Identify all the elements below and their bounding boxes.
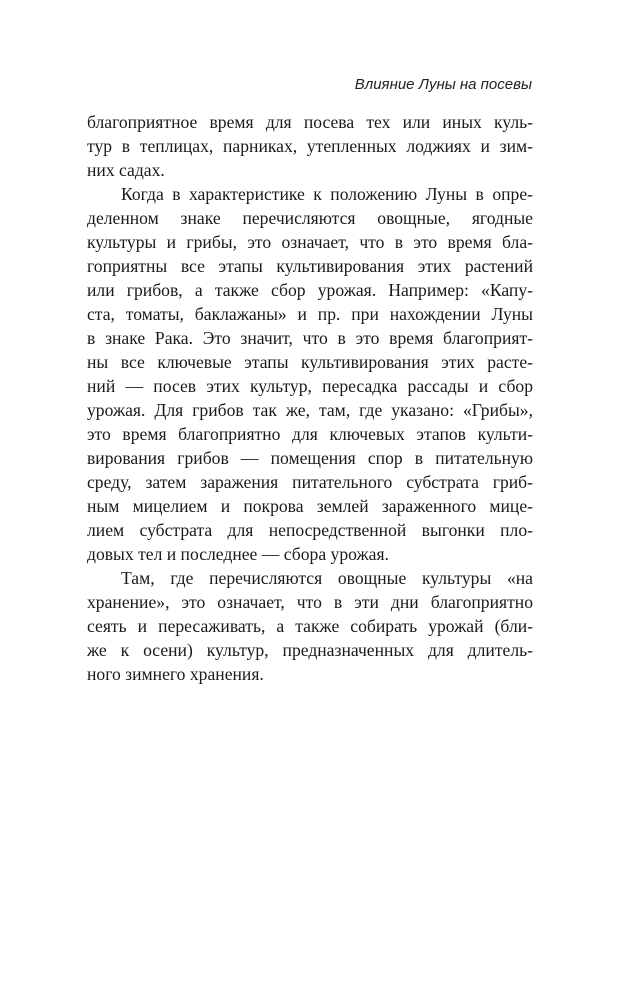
- text-line: тур в теплицах, парниках, утепленных лоджиях и зим-: [87, 136, 533, 156]
- body-text: [87, 110, 533, 686]
- text-line: урожая. Для грибов так же, там, где указано: «Грибы»,: [87, 400, 533, 420]
- text-line: хранение», это означает, что в эти дни благоприятно: [87, 592, 533, 612]
- text-line: в знаке Рака. Это значит, что в это время благоприят-: [87, 328, 533, 348]
- text-line: ний — посев этих культур, пересадка рассады и сбор: [87, 376, 533, 396]
- text-line: ста, томаты, баклажаны» и пр. при нахождении Луны: [87, 304, 533, 324]
- text-line: культуры и грибы, это означает, что в это время бла-: [87, 232, 533, 252]
- text-line: среду, затем заражения питательного субстрата гриб-: [87, 472, 533, 492]
- text-line: них садах.: [87, 160, 165, 180]
- text-line: лием субстрата для непосредственной выгонки пло-: [87, 520, 533, 540]
- paragraph-2: [87, 182, 533, 566]
- text-line: это время благоприятно для ключевых этапов культи-: [87, 424, 533, 444]
- paragraph-1: [87, 110, 533, 182]
- text-line: гоприятны все этапы культивирования этих растений: [87, 256, 533, 276]
- text-line: сеять и пересаживать, а также собирать урожай (бли-: [87, 616, 533, 636]
- text-line: же к осени) культур, предназначенных для длитель-: [87, 640, 533, 660]
- text-line: ного зимнего хранения.: [87, 664, 264, 684]
- text-line: ным мицелием и покрова землей зараженного мице-: [87, 496, 533, 516]
- running-header: Влияние Луны на посевы: [354, 76, 532, 93]
- text-line: довых тел и последнее — сбора урожая.: [87, 544, 389, 564]
- text-line: Когда в характеристике к положению Луны в опре-: [121, 184, 533, 204]
- text-line: ны все ключевые этапы культивирования этих расте-: [87, 352, 533, 372]
- text-line: благоприятное время для посева тех или иных куль-: [87, 112, 533, 132]
- paragraph-3: [87, 566, 533, 686]
- text-line: вирования грибов — помещения спор в питательную: [87, 448, 533, 468]
- text-line: или грибов, а также сбор урожая. Например: «Капу-: [87, 280, 533, 300]
- text-line: Там, где перечисляются овощные культуры «на: [121, 568, 533, 588]
- text-line: деленном знаке перечисляются овощные, ягодные: [87, 208, 533, 228]
